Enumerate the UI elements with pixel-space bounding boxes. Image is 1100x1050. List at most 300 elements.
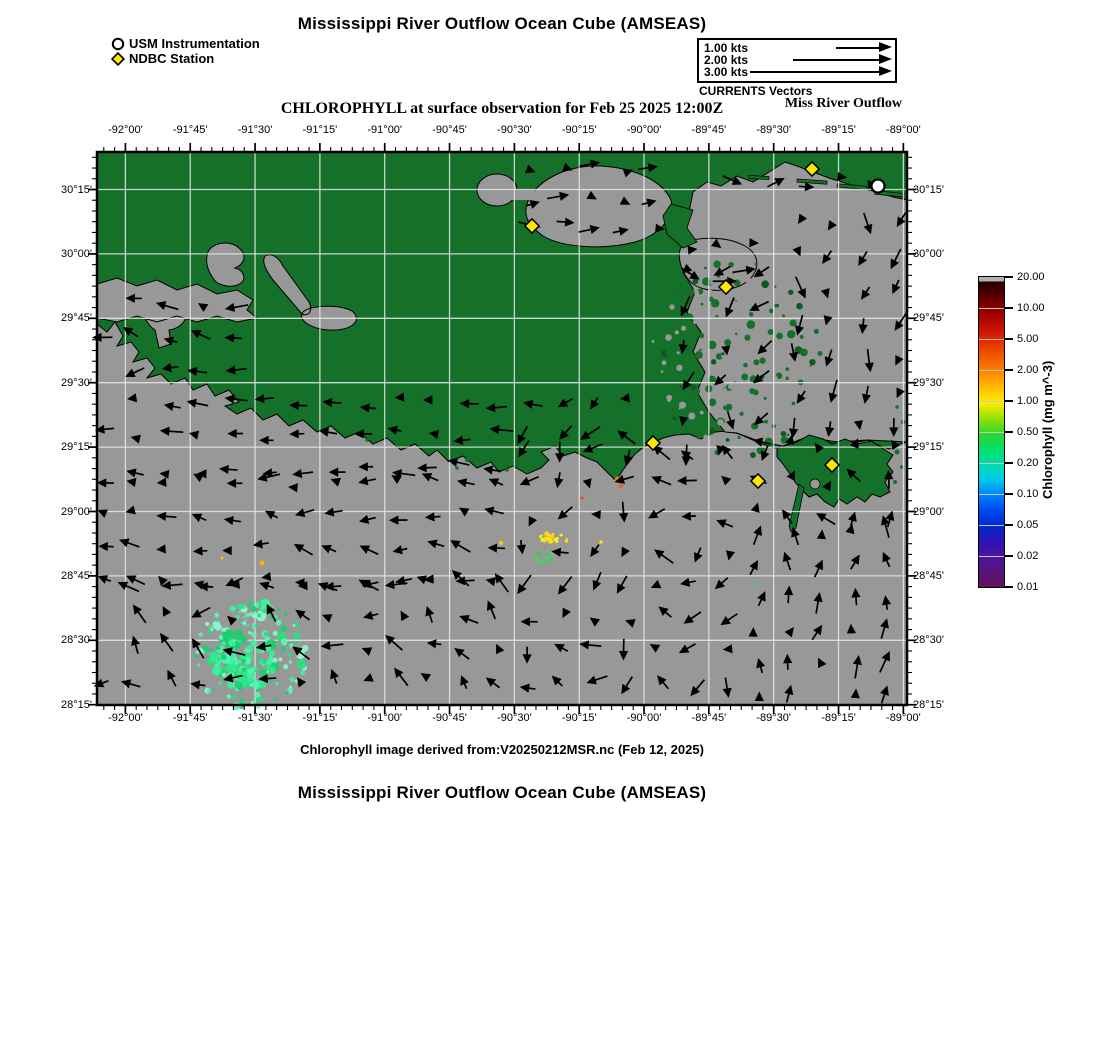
chlorophyll-blob xyxy=(543,537,548,542)
marsh-speck xyxy=(704,267,707,270)
marsh-speck xyxy=(781,431,787,437)
vector-tail xyxy=(435,644,442,645)
chlorophyll-blob xyxy=(235,682,242,689)
chlorophyll-blob xyxy=(230,606,236,612)
chlorophyll-blob xyxy=(565,539,568,542)
chlorophyll-blob xyxy=(298,642,301,645)
colorbar-tick-label: 0.50 xyxy=(1017,426,1039,438)
lon-label-bottom: -89°15' xyxy=(821,712,856,724)
marsh-water-speck xyxy=(707,290,714,297)
lon-label-bottom: -91°00' xyxy=(367,712,403,724)
chlorophyll-blob xyxy=(260,681,267,688)
marsh-water-speck xyxy=(681,326,686,331)
colorbar-divider xyxy=(979,525,1004,526)
chlorophyll-blob xyxy=(232,695,236,699)
colorbar-tick xyxy=(1005,276,1013,278)
top-title: Mississippi River Outflow Ocean Cube (AMSEAS) xyxy=(297,14,707,33)
chlorophyll-blob xyxy=(540,535,542,537)
chlorophyll-blob xyxy=(284,612,288,616)
chlorophyll-blob xyxy=(241,604,246,609)
vector-arrowhead-icon xyxy=(879,42,892,52)
marsh-water-speck xyxy=(728,384,734,390)
chlorophyll-blob xyxy=(244,625,247,628)
marsh-water-speck xyxy=(733,301,738,306)
source-caption: Chlorophyll image derived from:V20250212MSR.nc (Feb 12, 2025) xyxy=(300,742,704,757)
lat-label-right: 28°45' xyxy=(913,569,944,582)
lat-label-left: 30°00' xyxy=(61,247,92,260)
colorbar-tick-label: 0.01 xyxy=(1017,581,1039,593)
chlorophyll-blob xyxy=(536,552,540,556)
chlorophyll-blob xyxy=(221,654,227,660)
ndbc-diamond-icon xyxy=(110,51,126,66)
colorbar-tick-label: 20.00 xyxy=(1017,271,1045,283)
chlorophyll-blob xyxy=(541,563,543,565)
vector-scale-label-1: 1.00 kts xyxy=(704,41,749,55)
vector-tail xyxy=(271,472,277,473)
chlorophyll-blob xyxy=(242,668,247,673)
marsh-water-speck xyxy=(731,437,735,441)
marsh-speck xyxy=(809,359,815,365)
marsh-water-speck xyxy=(723,388,727,392)
colorbar-tick xyxy=(1005,586,1013,588)
chlorophyll-blob xyxy=(259,659,264,664)
chlorophyll-blob xyxy=(245,613,250,618)
vector-arrowhead-icon xyxy=(879,54,892,64)
marsh-speck xyxy=(697,436,700,439)
marsh-water-speck xyxy=(700,411,704,415)
marsh-water-speck xyxy=(688,412,695,419)
marsh-speck xyxy=(679,386,682,389)
currents-vectors-caption: CURRENTS Vectors xyxy=(699,84,813,98)
colorbar-tick-label: 0.20 xyxy=(1017,457,1039,469)
chlorophyll-blob xyxy=(263,632,268,637)
marsh-speck xyxy=(764,420,768,424)
chlorophyll-blob xyxy=(295,624,299,628)
marsh-water-speck xyxy=(753,336,758,341)
lon-label-bottom: -90°45' xyxy=(432,712,467,724)
chlorophyll-blob xyxy=(537,561,539,563)
vector-tail xyxy=(164,516,176,517)
chlorophyll-blob xyxy=(273,631,278,636)
marsh-water-speck xyxy=(694,290,699,295)
chlorophyll-blob xyxy=(281,646,287,652)
chlorophyll-blob xyxy=(263,669,267,673)
chlorophyll-blob xyxy=(281,625,287,631)
vector-tail xyxy=(261,543,269,544)
marsh-speck xyxy=(764,397,767,400)
vector-tail xyxy=(227,469,238,470)
vector-tail xyxy=(368,408,376,409)
lon-label-top: -91°15' xyxy=(302,124,338,136)
colorbar-tick xyxy=(1005,462,1013,464)
vector-tail xyxy=(683,340,684,346)
chlorophyll-blob xyxy=(194,654,198,658)
vector-tail xyxy=(168,431,184,432)
vector-tail xyxy=(863,318,864,326)
vector-scale-label-2: 2.00 kts xyxy=(704,53,749,67)
marsh-water-speck xyxy=(776,364,781,369)
lon-label-top: -89°30' xyxy=(756,124,791,136)
chlorophyll-blob xyxy=(222,627,226,631)
chlorophyll-blob xyxy=(549,540,553,544)
chlorophyll-blob xyxy=(273,698,276,701)
chlorophyll-blob xyxy=(240,621,243,624)
marsh-speck xyxy=(749,388,755,394)
vector-tail xyxy=(266,678,276,679)
colorbar-divider xyxy=(979,494,1004,495)
lon-label-top: -90°00' xyxy=(626,124,662,136)
chlorophyll-blob xyxy=(281,639,288,646)
chlorophyll-speck xyxy=(221,557,224,560)
chlorophyll-speck xyxy=(499,541,503,545)
chlorophyll-blob xyxy=(252,666,257,671)
marsh-water-speck xyxy=(754,429,757,432)
marsh-speck xyxy=(814,329,819,334)
colorbar-divider xyxy=(979,432,1004,433)
lon-label-top: -91°45' xyxy=(172,124,208,136)
marsh-speck xyxy=(668,361,671,364)
chlorophyll-blob xyxy=(300,671,305,676)
chlorophyll-blob xyxy=(548,541,550,543)
lon-label-top: -89°45' xyxy=(691,124,727,136)
lon-label-bottom: -89°30' xyxy=(756,712,791,724)
usm-station-marker xyxy=(872,180,885,193)
chlorophyll-blob xyxy=(285,691,289,695)
bottom-title: Mississippi River Outflow Ocean Cube (AMSEAS) xyxy=(297,783,707,802)
chlorophyll-blob xyxy=(257,612,259,614)
chlorophyll-blob xyxy=(214,613,219,618)
chlorophyll-speck xyxy=(619,484,623,488)
chlorophyll-blob xyxy=(278,608,281,611)
colorbar-tick xyxy=(1005,493,1013,495)
marsh-speck xyxy=(747,320,756,329)
chlorophyll-blob xyxy=(248,678,254,684)
lat-label-right: 30°00' xyxy=(913,247,944,260)
marsh-water-speck xyxy=(679,402,686,409)
chlorophyll-blob xyxy=(222,673,227,678)
marsh-speck xyxy=(724,339,731,346)
marsh-water-speck xyxy=(739,424,744,429)
marsh-water-speck xyxy=(669,304,674,309)
marsh-speck xyxy=(672,416,676,420)
lon-label-top: -91°30' xyxy=(237,124,273,136)
lon-label-top: -92°00' xyxy=(108,124,143,136)
chlorophyll-blob xyxy=(215,619,218,622)
colorbar-title: Chlorophyll (mg m^-3) xyxy=(1040,360,1055,500)
marsh-speck xyxy=(735,333,737,335)
chlorophyll-blob xyxy=(302,650,305,653)
chlorophyll-blob xyxy=(226,694,231,699)
colorbar-divider xyxy=(979,401,1004,402)
lon-label-bottom: -92°00' xyxy=(108,712,143,724)
lat-label-left: 28°45' xyxy=(61,569,92,582)
region-label: Miss River Outflow xyxy=(784,96,902,111)
marsh-speck xyxy=(725,404,732,411)
colorbar-divider xyxy=(979,339,1004,340)
lat-label-right: 28°30' xyxy=(913,634,944,647)
vector-tail xyxy=(330,402,341,403)
colorbar-tick xyxy=(1005,338,1013,340)
marsh-speck xyxy=(695,351,703,359)
marsh-speck xyxy=(699,333,704,338)
chlorophyll-blob xyxy=(256,603,259,606)
chlorophyll-blob xyxy=(244,619,246,621)
lat-label-left: 29°15' xyxy=(61,441,92,454)
marsh-water-speck xyxy=(675,330,679,334)
colorbar-tick xyxy=(1005,431,1013,433)
lon-label-bottom: -90°30' xyxy=(497,712,532,724)
colorbar-divider xyxy=(979,370,1004,371)
marsh-speck xyxy=(785,367,789,371)
chlorophyll-blob xyxy=(238,634,243,639)
colorbar-tick xyxy=(1005,555,1013,557)
chlorophyll-blob xyxy=(262,609,264,611)
marsh-speck xyxy=(787,330,795,338)
vector-tail xyxy=(886,603,887,610)
lon-label-bottom: -91°45' xyxy=(172,712,208,724)
marsh-speck xyxy=(665,356,671,362)
marsh-water-speck xyxy=(665,334,672,341)
lat-label-right: 29°00' xyxy=(913,505,944,518)
marsh-speck xyxy=(759,357,765,363)
marsh-speck xyxy=(652,342,660,350)
marsh-water-speck xyxy=(742,309,747,314)
vector-tail xyxy=(264,645,272,646)
vector-tail xyxy=(521,540,522,546)
colorbar-divider xyxy=(979,308,1004,309)
marsh-water-speck xyxy=(717,419,724,426)
lon-label-top: -91°00' xyxy=(367,124,403,136)
marsh-speck xyxy=(785,376,789,380)
chlorophyll-blob xyxy=(252,625,256,629)
vector-tail-3 xyxy=(750,71,881,73)
chlorophyll-blob xyxy=(236,671,241,676)
colorbar-tick-label: 5.00 xyxy=(1017,333,1039,345)
marsh-speck xyxy=(690,359,695,364)
marsh-water-speck xyxy=(745,277,751,283)
chlorophyll-speck xyxy=(260,561,265,566)
lon-label-bottom: -90°00' xyxy=(626,712,662,724)
chlorophyll-blob xyxy=(287,653,292,658)
marsh-water-speck xyxy=(703,435,708,440)
colorbar-tick-label: 0.05 xyxy=(1017,519,1039,531)
marsh-speck xyxy=(769,309,774,314)
chlorophyll-blob xyxy=(222,641,226,645)
lat-label-right: 29°30' xyxy=(913,376,944,389)
chlorophyll-blob xyxy=(228,639,235,646)
lat-label-right: 28°15' xyxy=(913,698,944,711)
marsh-speck xyxy=(761,280,769,288)
lon-label-top: -90°45' xyxy=(432,124,467,136)
marsh-speck xyxy=(787,434,789,436)
station-legend xyxy=(110,36,260,66)
chlorophyll-blob xyxy=(251,640,258,647)
chlorophyll-blob xyxy=(216,645,221,650)
marsh-water-speck xyxy=(763,335,768,340)
vector-tail xyxy=(856,596,857,605)
marsh-water-speck xyxy=(693,320,697,324)
chlorophyll-blob xyxy=(252,612,254,614)
lat-label-left: 28°15' xyxy=(61,698,92,711)
chlorophyll-blob xyxy=(283,664,288,669)
lon-label-bottom: -91°30' xyxy=(237,712,273,724)
marsh-speck xyxy=(810,365,812,367)
chlorophyll-blob xyxy=(251,604,253,606)
lat-label-right: 30°15' xyxy=(913,183,944,196)
legend-row-usm xyxy=(110,36,260,51)
marsh-speck xyxy=(690,384,696,390)
vector-tail-2 xyxy=(793,59,881,61)
plot-subtitle: CHLOROPHYLL at surface observation for Feb 25 2025 12:00Z xyxy=(280,100,724,117)
vector-tail xyxy=(830,421,831,429)
colorbar-tick-label: 0.10 xyxy=(1017,488,1039,500)
chlorophyll-blob xyxy=(235,661,239,665)
vector-scale-label-3: 3.00 kts xyxy=(704,65,749,79)
colorbar-tick-label: 1.00 xyxy=(1017,395,1039,407)
usm-circle-icon xyxy=(110,36,126,51)
marsh-speck xyxy=(800,349,808,357)
chlorophyll-blob xyxy=(533,555,536,558)
colorbar-divider xyxy=(979,463,1004,464)
marsh-speck xyxy=(689,395,694,400)
marsh-water-speck xyxy=(662,360,667,365)
marsh-speck xyxy=(650,325,659,334)
chlorophyll-blob xyxy=(215,624,222,631)
marsh-speck xyxy=(699,349,702,352)
vector-tail xyxy=(425,467,437,468)
vector-tail xyxy=(528,688,536,689)
chlorophyll-blob xyxy=(205,622,209,626)
chlorophyll-blob xyxy=(560,534,563,537)
chlorophyll-blob xyxy=(210,648,213,651)
vector-tail xyxy=(103,428,114,429)
marsh-speck xyxy=(765,438,773,446)
marsh-speck xyxy=(776,333,783,340)
vector-tail xyxy=(461,440,470,441)
marsh-water-speck xyxy=(677,351,680,354)
lat-label-left: 29°30' xyxy=(61,376,92,389)
colorbar xyxy=(978,271,1045,593)
chlorophyll-blob xyxy=(293,632,301,640)
chlorophyll-blob xyxy=(243,616,245,618)
marsh-speck xyxy=(655,319,657,321)
chlorophyll-blob xyxy=(251,632,257,638)
vector-arrowhead-icon xyxy=(879,66,892,76)
marsh-speck xyxy=(749,312,754,317)
chlorophyll-blob xyxy=(279,657,283,661)
lon-label-bottom: -90°15' xyxy=(561,712,597,724)
marsh-speck xyxy=(740,412,744,416)
chlorophyll-blob xyxy=(240,698,243,701)
marsh-speck xyxy=(699,428,706,435)
chlorophyll-blob xyxy=(196,651,199,654)
marsh-speck xyxy=(713,260,721,268)
marsh-speck xyxy=(674,285,682,293)
chlorophyll-blob xyxy=(538,557,540,559)
colorbar-tick xyxy=(1005,307,1013,309)
colorbar-tick-label: 2.00 xyxy=(1017,364,1039,376)
vector-tail xyxy=(263,398,274,399)
marsh-speck xyxy=(726,438,730,442)
marsh-speck xyxy=(796,303,802,309)
marsh-speck xyxy=(689,353,695,359)
marsh-water-speck xyxy=(721,355,723,357)
delta-pond xyxy=(810,479,820,489)
vector-tail xyxy=(198,685,205,686)
chlorophyll-blob xyxy=(239,611,241,613)
colorbar-tick-label: 10.00 xyxy=(1017,302,1045,314)
marsh-speck xyxy=(744,335,750,341)
chlorophyll-blob xyxy=(199,632,203,636)
lon-label-bottom: -91°15' xyxy=(302,712,338,724)
lon-label-bottom: -89°00' xyxy=(886,712,921,724)
marsh-speck xyxy=(818,351,823,356)
chlorophyll-blob xyxy=(207,689,211,693)
marsh-speck xyxy=(686,313,694,321)
marsh-speck xyxy=(743,363,747,367)
marsh-speck xyxy=(656,362,660,366)
chlorophyll-speck xyxy=(599,540,603,544)
lon-label-top: -89°15' xyxy=(821,124,856,136)
marsh-speck xyxy=(709,284,711,286)
marsh-speck xyxy=(800,335,804,339)
marsh-water-speck xyxy=(703,341,708,346)
legend-ndbc-label: NDBC Station xyxy=(129,51,215,66)
marsh-speck xyxy=(665,350,670,355)
legend-row-ndbc xyxy=(110,51,260,66)
marsh-water-speck xyxy=(737,401,743,407)
marsh-speck xyxy=(792,402,796,406)
marsh-speck xyxy=(750,452,756,458)
legend-usm-label: USM Instrumentation xyxy=(129,36,260,51)
chlorophyll-blob xyxy=(269,679,272,682)
marsh-water-speck xyxy=(735,343,740,348)
marsh-water-speck xyxy=(730,375,737,382)
chlorophyll-blob xyxy=(247,625,249,627)
marsh-water-speck xyxy=(771,369,773,371)
vector-tail xyxy=(494,407,508,408)
chlorophyll-blob xyxy=(275,682,279,686)
chlorophyll-blob xyxy=(218,681,222,685)
marsh-water-speck xyxy=(776,402,778,404)
marsh-speck xyxy=(709,399,717,407)
chlorophyll-blob xyxy=(548,557,551,560)
chlorophyll-blob xyxy=(209,652,218,661)
lat-label-left: 29°45' xyxy=(61,312,92,325)
chlorophyll-blob xyxy=(259,623,261,625)
vector-tail xyxy=(170,367,179,368)
lon-label-top: -90°30' xyxy=(497,124,532,136)
chlorophyll-blob xyxy=(551,553,554,556)
colorbar-tick xyxy=(1005,369,1013,371)
chlorophyll-blob xyxy=(289,644,293,648)
chlorophyll-blob xyxy=(535,557,538,560)
map-area xyxy=(97,152,907,705)
vector-tail xyxy=(623,502,624,515)
colorbar-tick-label: 0.02 xyxy=(1017,550,1039,562)
lon-label-top: -89°00' xyxy=(886,124,921,136)
vector-tail xyxy=(169,584,182,585)
marsh-water-speck xyxy=(667,398,671,402)
chlorophyll-blob xyxy=(212,666,222,676)
marsh-water-speck xyxy=(651,340,654,343)
colorbar-tick xyxy=(1005,524,1013,526)
chlorophyll-blob xyxy=(269,651,274,656)
marsh-water-speck xyxy=(676,365,682,371)
marsh-speck xyxy=(754,263,757,266)
lon-label-top: -90°15' xyxy=(561,124,597,136)
vector-tail xyxy=(332,586,341,587)
